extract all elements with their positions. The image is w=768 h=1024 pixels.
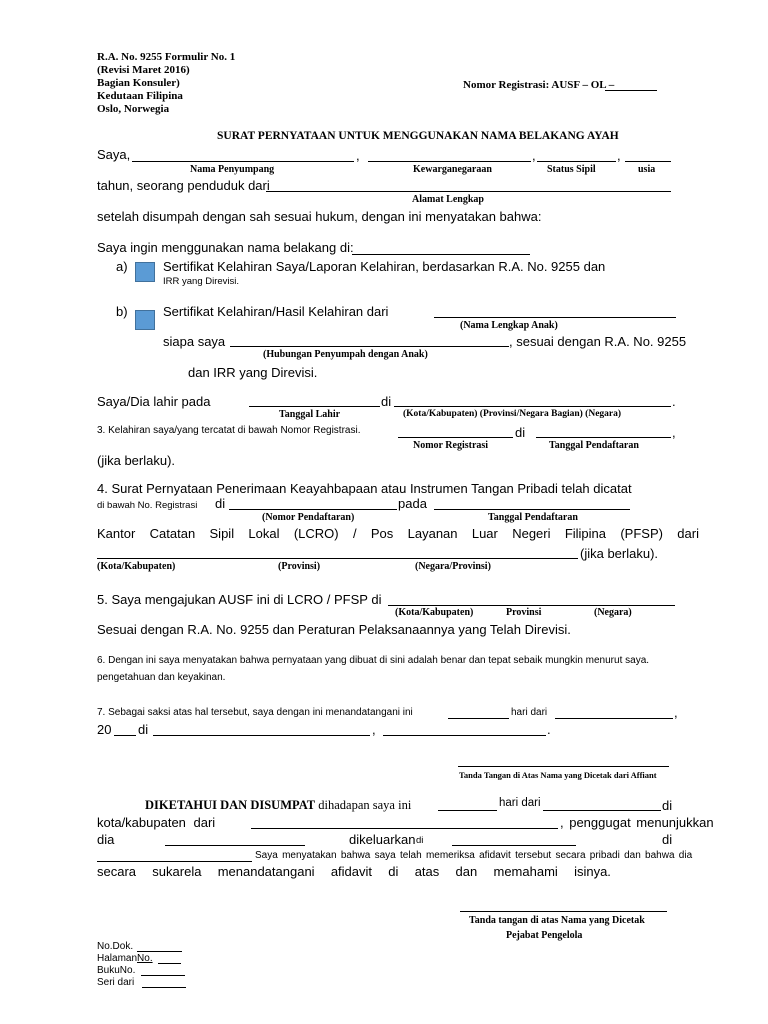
declaration-text: 6. Dengan ini saya menyatakan bahwa pernyataan yang dibuat di sini adalah benar dan tepat sebaik mungkin menurut saya. bbox=[97, 655, 650, 666]
jurat-date-line[interactable] bbox=[97, 861, 252, 862]
jurat-month-line[interactable] bbox=[543, 810, 661, 811]
witness-month-line[interactable] bbox=[555, 718, 673, 719]
header-line: Kedutaan Filipina bbox=[97, 90, 183, 102]
form-title: SURAT PERNYATAAN UNTUK MENGGUNAKAN NAMA BELAKANG AYAH bbox=[217, 130, 619, 142]
office-applicable: (jika berlaku). bbox=[580, 546, 659, 561]
option-a-text: Sertifikat Kelahiran Saya/Laporan Kelahiran, berdasarkan R.A. No. 9255 dan bbox=[163, 259, 606, 274]
jurat-text: DIKETAHUI DAN DISUMPAT dihadapan saya ini bbox=[145, 798, 412, 812]
witness-country-line[interactable] bbox=[383, 735, 546, 736]
born-text: Saya/Dia lahir pada bbox=[97, 394, 211, 409]
label-affiant-name: Nama Penyumpang bbox=[190, 164, 275, 175]
jurat-issued-place-line[interactable] bbox=[452, 845, 576, 846]
officer-signature-line[interactable] bbox=[460, 911, 667, 912]
footer-doc-no-line[interactable] bbox=[137, 951, 182, 952]
pada-text: pada bbox=[398, 496, 427, 511]
witness-di: di bbox=[138, 722, 149, 737]
acknowledgment-registry-line[interactable] bbox=[229, 509, 397, 510]
footer-book-no: BukuNo. bbox=[97, 965, 136, 976]
header-line: (Revisi Maret 2016) bbox=[97, 64, 190, 76]
acknowledgment-date-line[interactable] bbox=[434, 509, 630, 510]
born-di: di bbox=[381, 394, 392, 409]
option-a-checkbox[interactable] bbox=[135, 262, 155, 282]
label-registry-date: Tanggal Pendaftaran bbox=[549, 440, 639, 451]
under-registry-text: di bawah No. Registrasi bbox=[97, 500, 198, 511]
jurat-di3: di bbox=[662, 832, 673, 847]
option-b-marker: b) bbox=[116, 304, 128, 319]
jurat-di: di bbox=[662, 798, 673, 813]
option-a-text-cont: IRR yang Direvisi. bbox=[163, 276, 240, 287]
label-age: usia bbox=[638, 164, 656, 175]
surname-line[interactable] bbox=[352, 254, 530, 255]
filing-text-cont: Sesuai dengan R.A. No. 9255 dan Peraturan Pelaksanaannya yang Telah Direvisi. bbox=[97, 622, 571, 637]
witness-day-line[interactable] bbox=[448, 718, 509, 719]
registry-date-line[interactable] bbox=[536, 437, 671, 438]
option-b-accord: , sesuai dengan R.A. No. 9255 bbox=[509, 334, 687, 349]
witness-hari: hari dari bbox=[511, 707, 548, 718]
label-birth-date: Tanggal Lahir bbox=[279, 409, 341, 420]
witness-year-line[interactable] bbox=[114, 735, 136, 736]
label-filing-city: (Kota/Kabupaten) bbox=[395, 607, 474, 618]
footer-page-no-line[interactable] bbox=[158, 963, 181, 964]
jurat-id-line[interactable] bbox=[165, 845, 305, 846]
label-acknowledgment-registry: (Nomor Pendaftaran) bbox=[262, 512, 355, 523]
header-line: Bagian Konsuler) bbox=[97, 77, 180, 89]
affiant-signature-line[interactable] bbox=[458, 766, 669, 767]
jurat-day-line[interactable] bbox=[438, 810, 497, 811]
jurat-claimant: , penggugat menunjukkan bbox=[560, 815, 714, 830]
under-registry-di: di bbox=[215, 496, 226, 511]
footer-book-no-line[interactable] bbox=[141, 975, 185, 976]
oath-text: setelah disumpah dengan sah sesuai hukum, dengan ini menyatakan bahwa: bbox=[97, 209, 542, 224]
label-relationship: (Hubungan Penyumpah dengan Anak) bbox=[263, 349, 428, 360]
address-line[interactable] bbox=[266, 191, 671, 192]
filing-text: 5. Saya mengajukan AUSF ini di LCRO / PFSP di bbox=[97, 592, 382, 607]
birth-date-line[interactable] bbox=[249, 406, 380, 407]
jurat-affirm: Saya menyatakan bahwa saya telah memeriksa afidavit tersebut secara pribadi dan bahwa dia bbox=[255, 850, 693, 861]
label-citizenship: Kewarganegaraan bbox=[413, 164, 492, 175]
jurat-affirm-cont: secara sukarela menandatangani afidavit di atas dan memahami isinya. bbox=[97, 864, 611, 879]
header-line: R.A. No. 9255 Formulir No. 1 bbox=[97, 51, 236, 63]
officer-signature-label: Tanda tangan di atas Nama yang Dicetak bbox=[469, 915, 645, 926]
office-location-line[interactable] bbox=[97, 558, 578, 559]
resident-text: tahun, seorang penduduk dari bbox=[97, 178, 270, 193]
child-name-line[interactable] bbox=[434, 317, 676, 318]
affiant-name-line[interactable] bbox=[132, 161, 354, 162]
label-address: Alamat Lengkap bbox=[412, 194, 484, 205]
label-office-city: (Kota/Kabupaten) bbox=[97, 561, 176, 572]
label-birth-place: (Kota/Kabupaten) (Provinsi/Negara Bagian) (Negara) bbox=[403, 409, 622, 419]
registration-text: 3. Kelahiran saya/yang tercatat di bawah Nomor Registrasi. bbox=[97, 425, 361, 436]
label-office-province: (Provinsi) bbox=[278, 561, 321, 572]
surname-use-text: Saya ingin menggunakan nama belakang di: bbox=[97, 240, 354, 255]
office-text: Kantor Catatan Sipil Lokal (LCRO) / Pos Layanan Luar Negeri Filipina (PFSP) dari bbox=[97, 526, 699, 541]
witness-year: 20 bbox=[97, 722, 112, 737]
footer-page-no: HalamanNo. bbox=[97, 953, 153, 964]
registration-number-line[interactable] bbox=[605, 90, 657, 91]
relationship-line[interactable] bbox=[230, 346, 509, 347]
label-filing-province: Provinsi bbox=[506, 607, 542, 618]
saya-text: Saya, bbox=[97, 147, 131, 162]
footer-doc-no: No.Dok. bbox=[97, 941, 134, 952]
label-child-name: (Nama Lengkap Anak) bbox=[460, 320, 558, 331]
label-filing-country: (Negara) bbox=[594, 607, 632, 618]
option-b-who: siapa saya bbox=[163, 334, 226, 349]
jurat-hari: hari dari bbox=[499, 797, 541, 809]
age-line[interactable] bbox=[625, 161, 671, 162]
officer-title-label: Pejabat Pengelola bbox=[506, 930, 583, 941]
registry-number-line[interactable] bbox=[398, 437, 513, 438]
civil-status-line[interactable] bbox=[537, 161, 616, 162]
witness-city-line[interactable] bbox=[153, 735, 370, 736]
option-a-marker: a) bbox=[116, 259, 128, 274]
jurat-issued-di: di bbox=[416, 835, 424, 846]
form-header bbox=[97, 51, 235, 116]
option-b-irr: dan IRR yang Direvisi. bbox=[188, 365, 318, 380]
option-b-checkbox[interactable] bbox=[135, 310, 155, 330]
label-civil-status: Status Sipil bbox=[547, 164, 596, 175]
header-line: Oslo, Norwegia bbox=[97, 103, 170, 115]
jurat-dia: dia bbox=[97, 832, 115, 847]
filing-location-line[interactable] bbox=[388, 605, 675, 606]
footer-series: Seri dari bbox=[97, 977, 135, 988]
declaration-text-cont: pengetahuan dan keyakinan. bbox=[97, 672, 226, 683]
jurat-city-text: kota/kabupaten dari bbox=[97, 815, 216, 830]
footer-series-line[interactable] bbox=[142, 987, 186, 988]
jurat-issued: dikeluarkan bbox=[349, 832, 416, 847]
citizenship-line[interactable] bbox=[368, 161, 531, 162]
option-b-text: Sertifikat Kelahiran/Hasil Kelahiran dari bbox=[163, 304, 389, 319]
acknowledgment-text: 4. Surat Pernyataan Penerimaan Keayahbapaan atau Instrumen Tangan Pribadi telah dicatat bbox=[97, 481, 632, 496]
affiant-signature-label: Tanda Tangan di Atas Nama yang Dicetak dari Affiant bbox=[459, 770, 657, 780]
registration-number-label: Nomor Registrasi: AUSF – OL – bbox=[463, 79, 615, 91]
birth-place-line[interactable] bbox=[394, 406, 671, 407]
label-acknowledgment-date: Tanggal Pendaftaran bbox=[488, 512, 578, 523]
label-registry-number: Nomor Registrasi bbox=[413, 440, 489, 451]
registry-di: di bbox=[515, 425, 526, 440]
jurat-city-line[interactable] bbox=[251, 828, 558, 829]
witness-text: 7. Sebagai saksi atas hal tersebut, saya dengan ini menandatangani ini bbox=[97, 707, 413, 718]
label-office-country: (Negara/Provinsi) bbox=[415, 561, 491, 572]
applicable-text: (jika berlaku). bbox=[97, 453, 176, 468]
